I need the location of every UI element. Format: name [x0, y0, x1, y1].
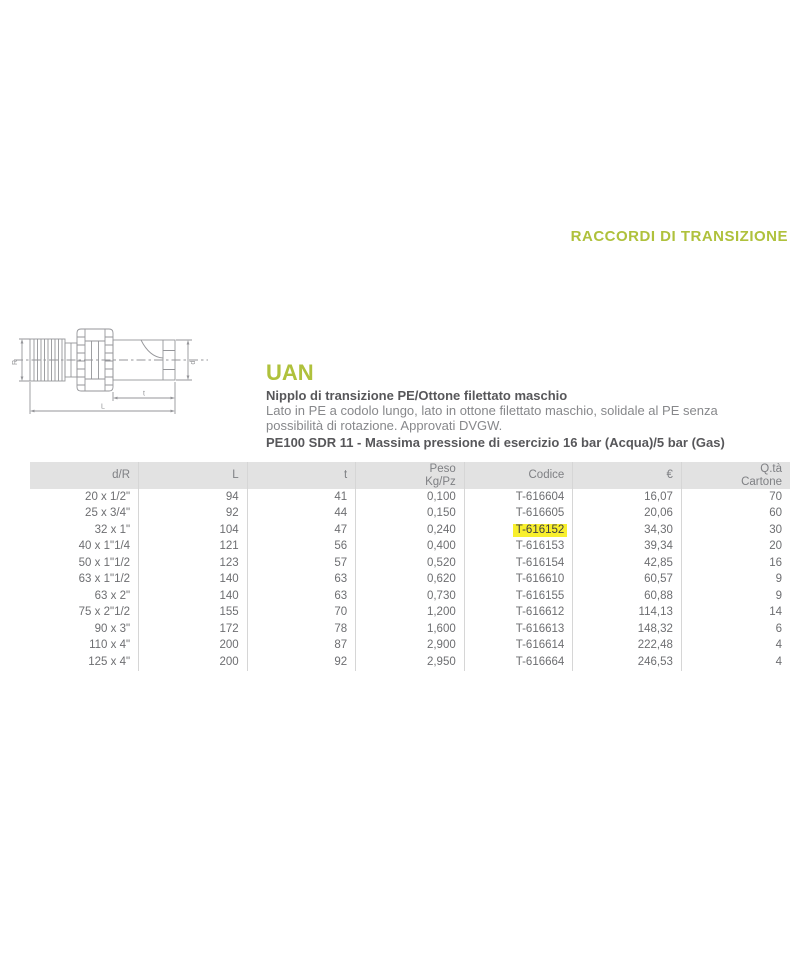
cell-L: 140 — [139, 572, 248, 589]
cell-t: 87 — [247, 638, 356, 655]
table-row — [30, 539, 790, 556]
nut-ribs-left — [77, 337, 85, 385]
cell-codice: T-616664 — [464, 654, 573, 671]
column-header-label: Codice — [528, 469, 565, 482]
product-pressure-note: PE100 SDR 11 - Massima pressione di esercizio 16 bar (Acqua)/5 bar (Gas) — [266, 435, 725, 450]
cell-dR: 90 x 3" — [30, 621, 139, 638]
cell-t: 92 — [247, 654, 356, 671]
cell-t: 41 — [247, 489, 356, 506]
cell-peso: 0,730 — [356, 588, 465, 605]
column-header-dR — [30, 462, 139, 489]
column-header-label: d/R — [112, 469, 131, 482]
dim-label-R: R — [12, 359, 19, 366]
cell-eur: 34,30 — [573, 522, 682, 539]
cell-peso: 0,240 — [356, 522, 465, 539]
cell-t: 63 — [247, 588, 356, 605]
cell-peso: 0,620 — [356, 572, 465, 589]
cell-codice: T-616612 — [464, 605, 573, 622]
cell-dR: 25 x 3/4" — [30, 506, 139, 523]
table-body — [30, 489, 790, 671]
table-row — [30, 638, 790, 655]
cell-t: 56 — [247, 539, 356, 556]
table-row — [30, 588, 790, 605]
cell-qta: 30 — [769, 523, 782, 536]
section-title: RACCORDI DI TRANSIZIONE — [570, 228, 788, 245]
product-spec-table — [30, 462, 790, 671]
cell-dR: 20 x 1/2" — [30, 489, 139, 506]
cell-L: 200 — [139, 654, 248, 671]
cell-peso: 1,200 — [356, 605, 465, 622]
cell-qta: 20 — [769, 540, 782, 553]
cell-t: 57 — [247, 555, 356, 572]
cell-eur: 114,13 — [573, 605, 682, 622]
cell-eur: 60,57 — [573, 572, 682, 589]
column-header-label: L — [232, 469, 239, 482]
cell-L: 104 — [139, 522, 248, 539]
product-title: Nipplo di transizione PE/Ottone filettato maschio — [266, 388, 568, 403]
table-row — [30, 506, 790, 523]
column-header-peso — [356, 462, 465, 489]
cell-t: 47 — [247, 522, 356, 539]
cell-peso: 2,900 — [356, 638, 465, 655]
column-header-label: € — [666, 469, 673, 482]
table-row — [30, 522, 790, 539]
cell-codice: T-616154 — [464, 555, 573, 572]
column-header-eur — [573, 462, 682, 489]
cell-L: 92 — [139, 506, 248, 523]
cell-qta: 70 — [769, 490, 782, 503]
cell-eur: 16,07 — [573, 489, 682, 506]
cell-qta: 14 — [769, 606, 782, 619]
product-description-line1: Lato in PE a codolo lungo, lato in ottone filettato maschio, solidale al PE senza — [266, 403, 718, 418]
cell-dR: 63 x 2" — [30, 588, 139, 605]
cell-codice: T-616604 — [464, 489, 573, 506]
cell-codice: T-616613 — [464, 621, 573, 638]
cell-qta: 4 — [775, 655, 782, 668]
dim-t-lines — [113, 382, 175, 414]
cell-t: 63 — [247, 572, 356, 589]
cell-L: 123 — [139, 555, 248, 572]
cell-L: 200 — [139, 638, 248, 655]
cell-eur: 60,88 — [573, 588, 682, 605]
product-info — [266, 361, 776, 450]
cell-dR: 32 x 1" — [30, 522, 139, 539]
cell-t: 78 — [247, 621, 356, 638]
table-row — [30, 605, 790, 622]
table-row — [30, 572, 790, 589]
cell-t: 70 — [247, 605, 356, 622]
cell-qta: 9 — [775, 573, 782, 586]
cell-L: 155 — [139, 605, 248, 622]
cell-codice: T-616605 — [464, 506, 573, 523]
cell-eur: 20,06 — [573, 506, 682, 523]
cell-eur: 42,85 — [573, 555, 682, 572]
column-header-L — [139, 462, 248, 489]
cell-peso: 0,100 — [356, 489, 465, 506]
table-row — [30, 654, 790, 671]
cell-L: 121 — [139, 539, 248, 556]
column-header-qta — [681, 462, 790, 489]
cell-eur: 222,48 — [573, 638, 682, 655]
fitting-outline — [14, 329, 208, 414]
cell-codice: T-616614 — [464, 638, 573, 655]
cell-eur: 39,34 — [573, 539, 682, 556]
column-header-label: t — [343, 469, 348, 482]
cell-peso: 0,150 — [356, 506, 465, 523]
cell-codice: T-616153 — [464, 539, 573, 556]
cell-qta: 16 — [769, 556, 782, 569]
table-row — [30, 621, 790, 638]
cell-qta: 6 — [775, 622, 782, 635]
cell-codice — [464, 522, 573, 539]
table-row — [30, 555, 790, 572]
dim-label-t: t — [143, 390, 145, 398]
dim-label-L: L — [101, 403, 105, 411]
cell-dR: 63 x 1"1/2 — [30, 572, 139, 589]
cell-codice: T-616155 — [464, 588, 573, 605]
cell-codice: T-616610 — [464, 572, 573, 589]
cell-eur: 246,53 — [573, 654, 682, 671]
product-description — [266, 404, 776, 433]
cell-qta: 60 — [769, 507, 782, 520]
table-row — [30, 489, 790, 506]
technical-drawing — [8, 310, 258, 440]
stem-cutaway-curve — [141, 340, 163, 358]
cell-qta: 9 — [775, 589, 782, 602]
dim-label-d: d — [190, 360, 197, 365]
product-code: UAN — [266, 360, 314, 385]
highlighted-code: T-616152 — [513, 524, 568, 537]
column-header-label: Peso — [429, 463, 456, 475]
cell-t: 44 — [247, 506, 356, 523]
cell-dR: 50 x 1"1/2 — [30, 555, 139, 572]
cell-dR: 75 x 2"1/2 — [30, 605, 139, 622]
product-description-line2: possibilità di rotazione. Approvati DVGW. — [266, 417, 503, 433]
column-header-label: Kg/Pz — [425, 475, 456, 488]
cell-peso: 0,520 — [356, 555, 465, 572]
cell-L: 94 — [139, 489, 248, 506]
cell-eur: 148,32 — [573, 621, 682, 638]
column-header-label: Q.tà — [760, 463, 782, 475]
cell-peso: 2,950 — [356, 654, 465, 671]
cell-dR: 40 x 1"1/4 — [30, 539, 139, 556]
column-header-codice — [464, 462, 573, 489]
table-header — [30, 462, 790, 489]
cell-L: 140 — [139, 588, 248, 605]
column-header-t — [247, 462, 356, 489]
cell-dR: 125 x 4" — [30, 654, 139, 671]
nut-ribs-right — [105, 337, 113, 385]
cell-dR: 110 x 4" — [30, 638, 139, 655]
cell-L: 172 — [139, 621, 248, 638]
table-header-row — [30, 462, 790, 489]
cell-peso: 1,600 — [356, 621, 465, 638]
cell-peso: 0,400 — [356, 539, 465, 556]
cell-qta: 4 — [775, 639, 782, 652]
column-header-label: Cartone — [741, 475, 782, 488]
